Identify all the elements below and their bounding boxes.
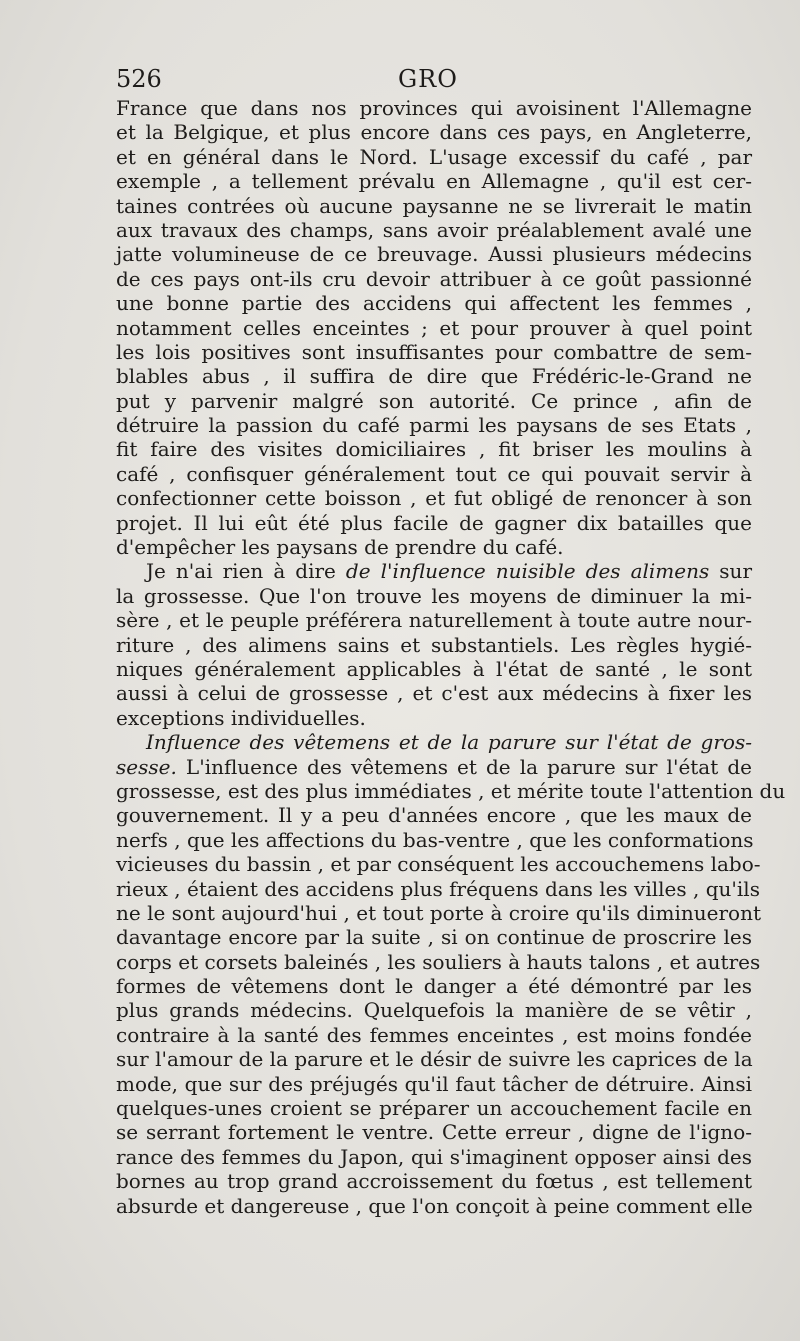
text-line: rance des femmes du Japon, qui s'imaginent opposer ainsi des bbox=[116, 1144, 752, 1169]
text-line: aussi à celui de grossesse , et c'est aux médecins à fixer les bbox=[116, 681, 752, 706]
text-line: riture , des alimens sains et substantiels. Les règles hygié- bbox=[116, 632, 752, 657]
text-line: contraire à la santé des femmes enceintes , est moins fondée bbox=[116, 1022, 752, 1047]
text-line: jatte volumineuse de ce breuvage. Aussi plusieurs médecins bbox=[116, 242, 752, 267]
text-line: absurde et dangereuse , que l'on conçoit à peine comment elle bbox=[116, 1193, 753, 1218]
italic-phrase: Influence des vêtemens et de la parure sur l'état de gros- bbox=[146, 730, 752, 755]
text-line: bornes au trop grand accroissement du fœtus , est tellement bbox=[116, 1169, 752, 1194]
italic-phrase: de l'influence nuisible des alimens bbox=[345, 559, 710, 584]
text-line: formes de vêtemens dont le danger a été démontré par les bbox=[116, 974, 752, 999]
text-line: aux travaux des champs, sans avoir préalablement avalé une bbox=[116, 217, 752, 242]
text-line: exceptions individuelles. bbox=[116, 705, 366, 730]
text-line: et en général dans le Nord. L'usage excessif du café , par bbox=[116, 144, 752, 169]
text-line: vicieuses du bassin , et par conséquent les accouchemens labo- bbox=[116, 852, 761, 877]
text-line: nerfs , que les affections du bas-ventre , que les conformations bbox=[116, 827, 754, 852]
text-line: sur l'amour de la parure et le désir de suivre les caprices de la bbox=[116, 1047, 753, 1072]
text-line: projet. Il lui eût été plus facile de gagner dix batailles que bbox=[116, 510, 752, 535]
text-line: grossesse, est des plus immédiates , et mérite toute l'attention du bbox=[116, 778, 786, 803]
text-line: d'empêcher les paysans de prendre du café. bbox=[116, 535, 564, 560]
text-line: une bonne partie des accidens qui affectent les femmes , bbox=[116, 291, 752, 316]
text-line: blables abus , il suffira de dire que Frédéric-le-Grand ne bbox=[116, 364, 752, 389]
running-title: GRO bbox=[398, 65, 458, 93]
running-head bbox=[116, 62, 746, 96]
text-line: se serrant fortement le ventre. Cette erreur , digne de l'igno- bbox=[116, 1120, 752, 1145]
text-segment: sur bbox=[709, 559, 753, 584]
text-line: confectionner cette boisson , et fut obligé de renoncer à son bbox=[116, 486, 752, 511]
text-line: plus grands médecins. Quelquefois la manière de se vêtir , bbox=[116, 998, 752, 1023]
text-line: taines contrées où aucune paysanne ne se livrerait le matin bbox=[116, 193, 752, 218]
text-line bbox=[116, 755, 752, 779]
text-line bbox=[116, 730, 752, 754]
text-line: niques généralement applicables à l'état de santé , le sont bbox=[116, 656, 752, 681]
italic-phrase: sesse. bbox=[116, 754, 177, 779]
text-line: détruire la passion du café parmi les paysans de ses Etats , bbox=[116, 413, 752, 438]
body-text bbox=[116, 96, 786, 1218]
text-line bbox=[116, 559, 752, 583]
text-line: ne le sont aujourd'hui , et tout porte à croire qu'ils diminueront bbox=[116, 900, 761, 925]
text-line: quelques-unes croient se préparer un accouchement facile en bbox=[116, 1096, 752, 1121]
text-line: put y parvenir malgré son autorité. Ce prince , afin de bbox=[116, 388, 752, 413]
text-line: davantage encore par la suite , si on continue de proscrire les bbox=[116, 925, 752, 950]
text-segment: L'influence des vêtemens et de la parure sur l'état de bbox=[176, 754, 752, 779]
text-line: France que dans nos provinces qui avoisinent l'Allemagne bbox=[116, 96, 752, 120]
text-segment: Je n'ai rien à dire bbox=[146, 559, 346, 584]
text-line: exemple , a tellement prévalu en Allemagne , qu'il est cer- bbox=[116, 169, 752, 194]
text-line: et la Belgique, et plus encore dans ces pays, en Angleterre, bbox=[116, 120, 752, 145]
text-line: sère , et le peuple préférera naturellement à toute autre nour- bbox=[116, 608, 752, 633]
text-line: café , confisquer généralement tout ce qui pouvait servir à bbox=[116, 461, 752, 486]
text-line: les lois positives sont insuffisantes pour combattre de sem- bbox=[116, 339, 752, 364]
text-line: fit faire des visites domiciliaires , fit briser les moulins à bbox=[116, 437, 752, 462]
text-line: de ces pays ont-ils cru devoir attribuer à ce goût passionné bbox=[116, 266, 752, 291]
text-line: rieux , étaient des accidens plus fréquens dans les villes , qu'ils bbox=[116, 876, 760, 901]
text-line: mode, que sur des préjugés qu'il faut tâcher de détruire. Ainsi bbox=[116, 1071, 752, 1096]
text-line: corps et corsets baleinés , les souliers à hauts talons , et autres bbox=[116, 949, 761, 974]
page-number: 526 bbox=[116, 65, 162, 93]
text-line: notamment celles enceintes ; et pour prouver à quel point bbox=[116, 315, 752, 340]
text-line: la grossesse. Que l'on trouve les moyens de diminuer la mi- bbox=[116, 583, 752, 608]
text-line: gouvernement. Il y a peu d'années encore , que les maux de bbox=[116, 803, 752, 828]
